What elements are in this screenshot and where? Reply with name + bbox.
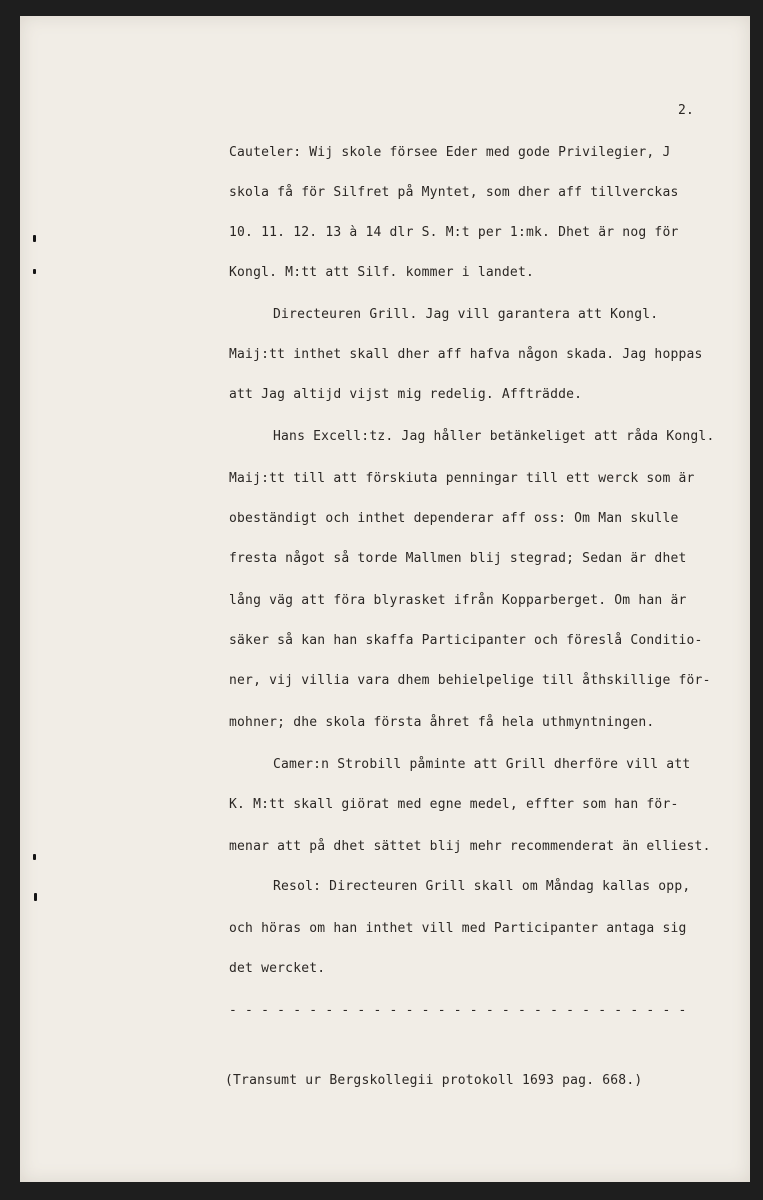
text-line: fresta något så torde Mallmen blij stegrad; Sedan är dhet	[229, 551, 687, 566]
text-line: Kongl. M:tt att Silf. kommer i landet.	[229, 265, 535, 280]
text-line: K. M:tt skall giörat med egne medel, effter som han för-	[229, 797, 679, 812]
separator-line: - - - - - - - - - - - - - - - - - - - - - - - - - - - - -	[229, 1003, 687, 1018]
footer-citation: (Transumt ur Bergskollegii protokoll 1693 pag. 668.)	[225, 1073, 643, 1088]
text-line: skola få för Silfret på Myntet, som dher aff tillverckas	[229, 185, 679, 200]
text-line: Resol: Directeuren Grill skall om Måndag kallas opp,	[273, 879, 691, 894]
text-line: att Jag altijd vijst mig redelig. Affträdde.	[229, 387, 583, 402]
text-line: Hans Excell:tz. Jag håller betänkeliget att råda Kongl.	[273, 429, 715, 444]
text-line: menar att på dhet sättet blij mehr recommenderat än elliest.	[229, 839, 711, 854]
text-line: säker så kan han skaffa Participanter och föreslå Conditio-	[229, 633, 703, 648]
text-line: Maij:tt till att förskiuta penningar till ett werck som är	[229, 471, 695, 486]
text-line: Maij:tt inthet skall dher aff hafva någon skada. Jag hoppas	[229, 347, 703, 362]
text-line: Directeuren Grill. Jag vill garantera att Kongl.	[273, 307, 659, 322]
text-line: ner, vij villia vara dhem behielpelige till åthskillige för-	[229, 673, 711, 688]
text-line: lång väg att föra blyrasket ifrån Kopparberget. Om han är	[229, 593, 687, 608]
text-line: obeständigt och inthet dependerar aff oss: Om Man skulle	[229, 511, 679, 526]
text-line: Cauteler: Wij skole försee Eder med gode Privilegier, J	[229, 145, 671, 160]
margin-mark	[33, 235, 36, 242]
text-line: och höras om han inthet vill med Participanter antaga sig	[229, 921, 687, 936]
margin-mark	[34, 893, 37, 901]
text-line: det wercket.	[229, 961, 326, 976]
document-page	[20, 16, 750, 1182]
text-line: 10. 11. 12. 13 à 14 dlr S. M:t per 1:mk. Dhet är nog för	[229, 225, 679, 240]
margin-mark	[33, 854, 36, 860]
margin-mark	[33, 269, 36, 274]
text-line: mohner; dhe skola första åhret få hela uthmyntningen.	[229, 715, 655, 730]
page-number: 2.	[678, 103, 695, 118]
text-line: Camer:n Strobill påminte att Grill dherföre vill att	[273, 757, 691, 772]
